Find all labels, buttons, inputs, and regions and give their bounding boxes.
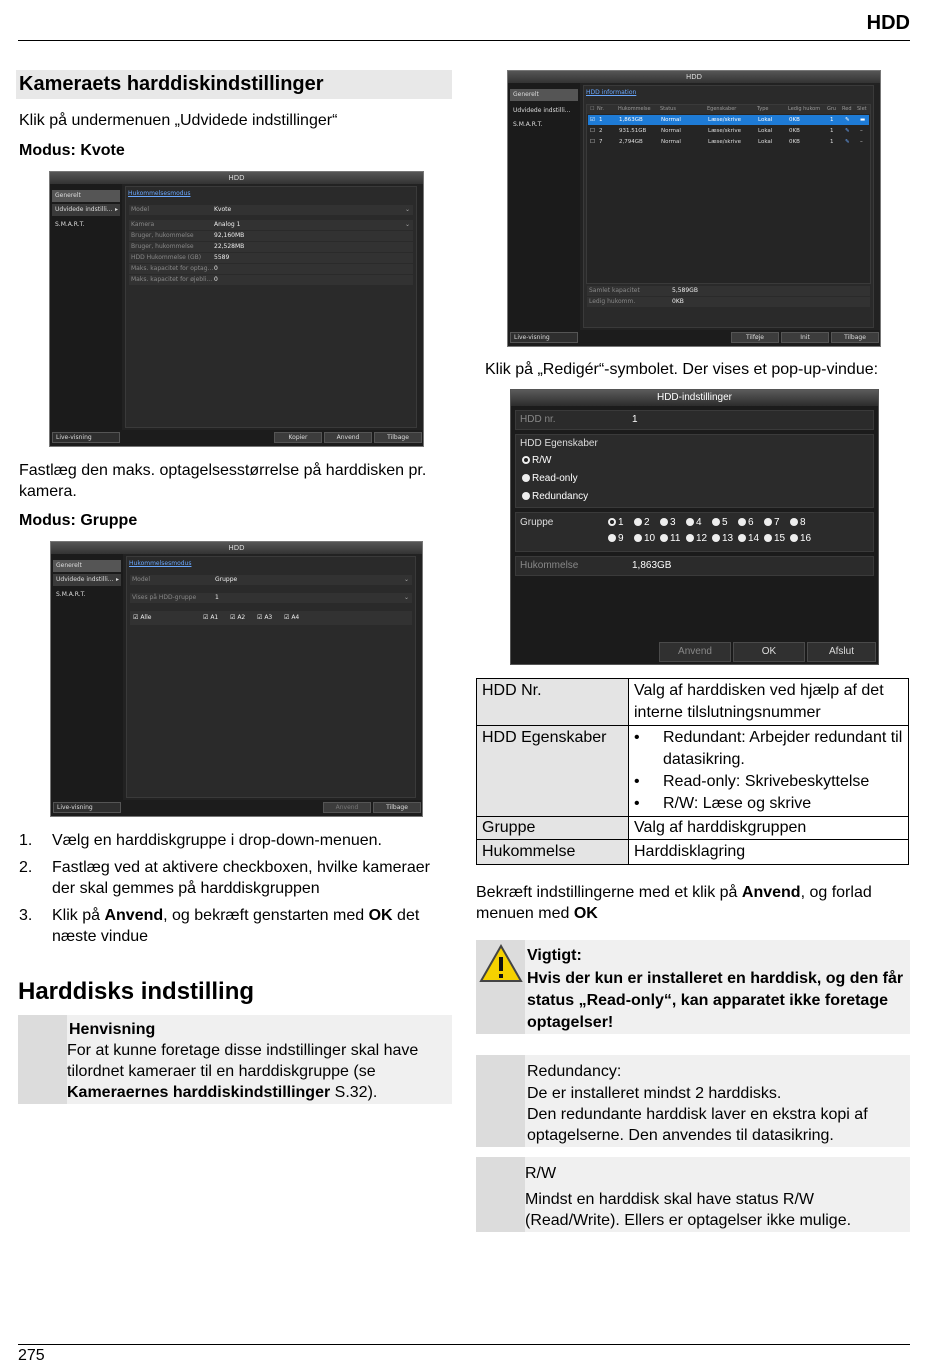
radio-icon: [738, 534, 746, 542]
dvr-quota-bottombar: [50, 430, 423, 446]
checkbox-a1[interactable]: ☑ A1: [203, 614, 219, 621]
section-title: Kameraets harddiskindstillinger: [19, 73, 324, 95]
dvr-quota-field-model[interactable]: Model Kvote ⌄: [129, 205, 413, 215]
hdd-table: [586, 104, 871, 284]
radio-icon: [608, 534, 616, 542]
radio-rw[interactable]: R/W: [522, 455, 551, 466]
dropdown-arrow-icon: ⌄: [404, 221, 410, 228]
redundancy-box: [476, 1055, 910, 1147]
table-value: [629, 726, 909, 817]
row-checkbox[interactable]: ☑: [590, 117, 595, 123]
col-checkbox[interactable]: ☐: [590, 106, 595, 112]
radio-read-only[interactable]: Read-only: [522, 473, 578, 484]
back-button[interactable]: Tilbage: [831, 332, 879, 343]
copy-button[interactable]: Kopier: [274, 432, 322, 443]
dvr-quota-field: HDD Hukommelse (GB) 5589: [129, 253, 413, 263]
page-header-title: HDD: [866, 12, 910, 34]
checkbox-a4[interactable]: ☑ A4: [284, 614, 300, 621]
dvr-hddinfo-tab[interactable]: HDD information: [586, 89, 637, 96]
mode-quota-heading: Modus: Kvote: [19, 142, 125, 159]
radio-icon: [634, 534, 642, 542]
important-box: [476, 940, 910, 1034]
warning-icon: [479, 944, 523, 984]
dvr-group-side-smart[interactable]: S.M.A.R.T.: [56, 591, 86, 598]
redundancy-line-2: Den redundante harddisk laver en ekstra kopi af optagelserne. Den anvendes til datasikring.: [527, 1106, 868, 1144]
group-radio-2[interactable]: 2: [634, 517, 650, 528]
col-status: Status: [660, 106, 676, 112]
hint-icon-strip: [18, 1015, 67, 1104]
hint-title: Henvisning: [69, 1021, 156, 1038]
dvr-group-side-general[interactable]: Generelt: [53, 560, 121, 572]
col-group: Gru: [827, 106, 837, 112]
dvr-hddinfo-side-general[interactable]: Generelt: [510, 89, 578, 101]
row-checkbox[interactable]: ☐: [590, 128, 595, 134]
dvr-quota-field: Bruger, hukommelse 22,528MB: [129, 242, 413, 252]
group-radio-15[interactable]: 15: [764, 533, 785, 544]
group-radio-9[interactable]: 9: [608, 533, 624, 544]
dvr-quota-screenshot: [49, 171, 424, 447]
group-radio-16[interactable]: 16: [790, 533, 811, 544]
dvr-group-bottombar: [51, 800, 422, 816]
note-icon-strip: [476, 1157, 525, 1232]
popup-ok-button[interactable]: OK: [733, 642, 805, 662]
delete-icon[interactable]: –: [860, 128, 863, 134]
add-button[interactable]: Tilføje: [731, 332, 779, 343]
dvr-quota-tab[interactable]: Hukommelsesmodus: [128, 190, 191, 197]
dvr-group-checkbox-row: [130, 611, 412, 625]
checkbox-a3[interactable]: ☑ A3: [257, 614, 273, 621]
total-capacity-row: Samlet kapacitet 5,589GB: [587, 286, 870, 296]
col-type: Type: [757, 106, 769, 112]
redundancy-line-1: De er installeret mindst 2 harddisks.: [527, 1085, 782, 1102]
dvr-quota-content: [125, 186, 417, 428]
hint-text: For at kunne foretage disse indstillinger skal have tilordnet kameraer til en harddiskgruppe (se Kameraernes harddiskindstillinger S.32).: [67, 1042, 419, 1101]
col-memory: Hukommelse: [618, 106, 651, 112]
dvr-quota-titlebar: HDD: [50, 172, 423, 184]
table-row: [477, 726, 909, 817]
dvr-quota-side-smart[interactable]: S.M.A.R.T.: [55, 221, 85, 228]
dropdown-arrow-icon: ⌄: [403, 594, 409, 601]
radio-icon: [764, 518, 772, 526]
dvr-hddinfo-side-smart[interactable]: S.M.A.R.T.: [513, 121, 543, 128]
list-item: • R/W: Læse og skrive: [634, 793, 903, 815]
dvr-group-titlebar: HDD: [51, 542, 422, 554]
list-item: • Redundant: Arbejder redundant til datasikring.: [634, 727, 903, 771]
group-radio-14[interactable]: 14: [738, 533, 759, 544]
group-radio-11[interactable]: 11: [660, 533, 680, 544]
dvr-quota-field-camera[interactable]: Kamera Analog 1 ⌄: [129, 220, 413, 230]
col-delete: Slet: [857, 106, 867, 112]
live-view-button[interactable]: Live-visning: [52, 432, 120, 443]
checkbox-a2[interactable]: ☑ A2: [230, 614, 246, 621]
popup-group-row: Gruppe 1 2 3 4 5 6 7 8 9 10 11 12 13 14 15 16: [515, 512, 874, 552]
dvr-group-content: [126, 556, 416, 798]
dvr-group-screenshot: [50, 541, 423, 817]
live-view-button[interactable]: Live-visning: [53, 802, 121, 813]
group-radio-8[interactable]: 8: [790, 517, 806, 528]
radio-icon: [660, 534, 668, 542]
dvr-group-field-hddgroup[interactable]: Vises på HDD-gruppe 1 ⌄: [130, 593, 412, 603]
dvr-hddinfo-screenshot: [507, 70, 881, 347]
step-1-text: Vælg en harddiskgruppe i drop-down-menuen.: [52, 832, 382, 849]
group-radio-5[interactable]: 5: [712, 517, 728, 528]
delete-icon[interactable]: –: [860, 139, 863, 145]
popup-title: HDD-indstillinger: [511, 390, 878, 406]
radio-icon: [790, 518, 798, 526]
step-3-text: Klik på Anvend, og bekræft genstarten med OK det næste vindue: [52, 907, 420, 945]
group-radio-13[interactable]: 13: [712, 533, 733, 544]
settings-info-table: [476, 678, 909, 865]
rw-text: Mindst en harddisk skal have status R/W (Read/Write). Ellers er optagelser ikke mulige.: [525, 1191, 852, 1229]
live-view-button[interactable]: Live-visning: [510, 332, 578, 343]
dropdown-arrow-icon: ⌄: [403, 576, 409, 583]
radio-icon: [712, 534, 720, 542]
table-row: [477, 817, 909, 840]
confirm-text: Bekræft indstillingerne med et klik på Anvend, og forlad menuen med OK: [476, 884, 872, 922]
section-title-bar: [16, 70, 452, 99]
note-icon-strip: [476, 1055, 525, 1147]
dvr-quota-field[interactable]: Maks. kapacitet for øjebli... 0: [129, 275, 413, 285]
list-item: • Read-only: Skrivebeskyttelse: [634, 771, 903, 793]
popup-close-button[interactable]: Afslut: [807, 642, 876, 662]
radio-icon: [764, 534, 772, 542]
step-2-text: Fastlæg ved at aktivere checkboxen, hvilke kameraer der skal gemmes på harddiskgruppen: [52, 859, 430, 897]
dvr-group-tab[interactable]: Hukommelsesmodus: [129, 560, 192, 567]
delete-icon[interactable]: ▬: [860, 117, 866, 123]
table-key: Gruppe: [477, 817, 629, 840]
apply-button[interactable]: Anvend: [324, 432, 372, 443]
group-radio-12[interactable]: 12: [686, 533, 707, 544]
radio-icon: [634, 518, 642, 526]
group-radio-7[interactable]: 7: [764, 517, 780, 528]
mode-group-heading: Modus: Gruppe: [19, 512, 138, 529]
group-radio-4[interactable]: 4: [686, 517, 702, 528]
table-row[interactable]: ☐ 7 2,794GB Normal Læse/skrive Lokal 0KB 1 ✎ –: [590, 139, 863, 145]
group-radio-3[interactable]: 3: [660, 517, 676, 528]
popup-properties-box: HDD Egenskaber R/W Read-only Redundancy: [515, 434, 874, 508]
group-radio-6[interactable]: 6: [738, 517, 754, 528]
step-2-number: 2.: [19, 859, 33, 876]
free-memory-row: Ledig hukomm. 0KB: [587, 297, 870, 307]
col-edit: Red: [842, 106, 852, 112]
dvr-hddinfo-bottombar: [508, 330, 880, 346]
edit-icon[interactable]: ✎: [845, 128, 850, 134]
radio-icon: [790, 534, 798, 542]
dvr-quota-field: Bruger, hukommelse 92,160MB: [129, 231, 413, 241]
dvr-hddinfo-titlebar: HDD: [508, 71, 880, 83]
rw-title: R/W: [525, 1165, 557, 1182]
chevron-right-icon: ▸: [115, 576, 119, 583]
popup-hdd-nr-row: HDD nr. 1: [515, 410, 874, 430]
col-nr: Nr.: [597, 106, 604, 112]
dvr-quota-side-general[interactable]: Generelt: [52, 190, 120, 202]
important-text: Hvis der kun er installeret en harddisk, og den får status „Read-only“, kan apparatet ikke foretage optagelser!: [527, 970, 904, 1031]
table-value: Valg af harddiskgruppen: [629, 817, 909, 840]
edit-icon[interactable]: ✎: [845, 117, 850, 123]
dropdown-arrow-icon: ⌄: [404, 206, 410, 213]
edit-icon[interactable]: ✎: [845, 139, 850, 145]
table-value: Valg af harddisken ved hjælp af det interne tilslutningsnummer: [629, 679, 909, 726]
popup-apply-button[interactable]: Anvend: [659, 642, 731, 662]
dvr-group-sidebar: [51, 554, 123, 816]
col-free: Ledig hukom: [788, 106, 821, 112]
rw-box: [476, 1157, 910, 1232]
dvr-quota-field[interactable]: Maks. kapacitet for optag... 0: [129, 264, 413, 274]
radio-redundancy[interactable]: Redundancy: [522, 491, 588, 502]
group-radio-10[interactable]: 10: [634, 533, 655, 544]
header-rule: [18, 40, 910, 41]
after-quota-text: Fastlæg den maks. optagelsesstørrelse på harddisken pr. kamera.: [19, 462, 427, 500]
step-1-number: 1.: [19, 832, 33, 849]
warning-icon-strip: [476, 940, 525, 1034]
table-key: HDD Nr.: [477, 679, 629, 726]
edit-instruction: Klik på „Redigér“-symbolet. Der vises et pop-up-vindue:: [485, 361, 879, 378]
chevron-right-icon: ▸: [114, 206, 118, 213]
table-row: [477, 679, 909, 726]
page-number: 275: [18, 1347, 45, 1364]
dvr-hddinfo-side-advanced[interactable]: Udvidede indstilli...: [513, 107, 571, 114]
col-properties: Egenskaber: [707, 106, 737, 112]
dvr-group-field-model[interactable]: Model Gruppe ⌄: [130, 575, 412, 585]
radio-icon: [712, 518, 720, 526]
init-button[interactable]: Init: [781, 332, 829, 343]
radio-icon: [686, 518, 694, 526]
radio-icon: [738, 518, 746, 526]
dvr-group-side-advanced[interactable]: Udvidede indstilli... ▸: [53, 574, 121, 586]
dvr-quota-side-advanced[interactable]: Udvidede indstilli... ▸: [52, 204, 120, 216]
row-checkbox[interactable]: ☐: [590, 139, 595, 145]
table-row[interactable]: ☑ 1 1,863GB Normal Læse/skrive Lokal 0KB 1 ✎ ▬: [588, 115, 869, 125]
important-title: Vigtigt:: [527, 947, 582, 964]
dvr-quota-sidebar: [50, 184, 122, 446]
table-row[interactable]: ☐ 2 931.51GB Normal Læse/skrive Lokal 0KB 1 ✎ –: [590, 128, 863, 134]
hdd-settings-popup: [510, 389, 879, 665]
group-radio-1[interactable]: 1: [608, 517, 624, 528]
radio-icon: [660, 518, 668, 526]
checkbox-all[interactable]: ☑ Alle: [133, 614, 152, 621]
redundancy-title: Redundancy:: [527, 1063, 622, 1080]
apply-button[interactable]: Anvend: [323, 802, 371, 813]
dvr-hddinfo-content: [583, 85, 874, 328]
radio-icon: [686, 534, 694, 542]
step-3-number: 3.: [19, 907, 33, 924]
back-button[interactable]: Tilbage: [374, 432, 422, 443]
table-key: Hukommelse: [477, 840, 629, 865]
popup-memory-row: Hukommelse 1,863GB: [515, 556, 874, 576]
table-key: HDD Egenskaber: [477, 726, 629, 817]
hdd-table-header: [587, 105, 870, 114]
section-heading: Harddisks indstilling: [18, 978, 255, 1005]
back-button[interactable]: Tilbage: [373, 802, 421, 813]
dvr-hddinfo-sidebar: [508, 83, 580, 346]
footer-rule: [18, 1344, 910, 1345]
hint-box: [18, 1015, 452, 1104]
table-row: [477, 840, 909, 865]
intro-text: Klik på undermenuen „Udvidede indstillinger“: [19, 112, 338, 129]
radio-icon: [608, 518, 616, 526]
table-value: Harddisklagring: [629, 840, 909, 865]
